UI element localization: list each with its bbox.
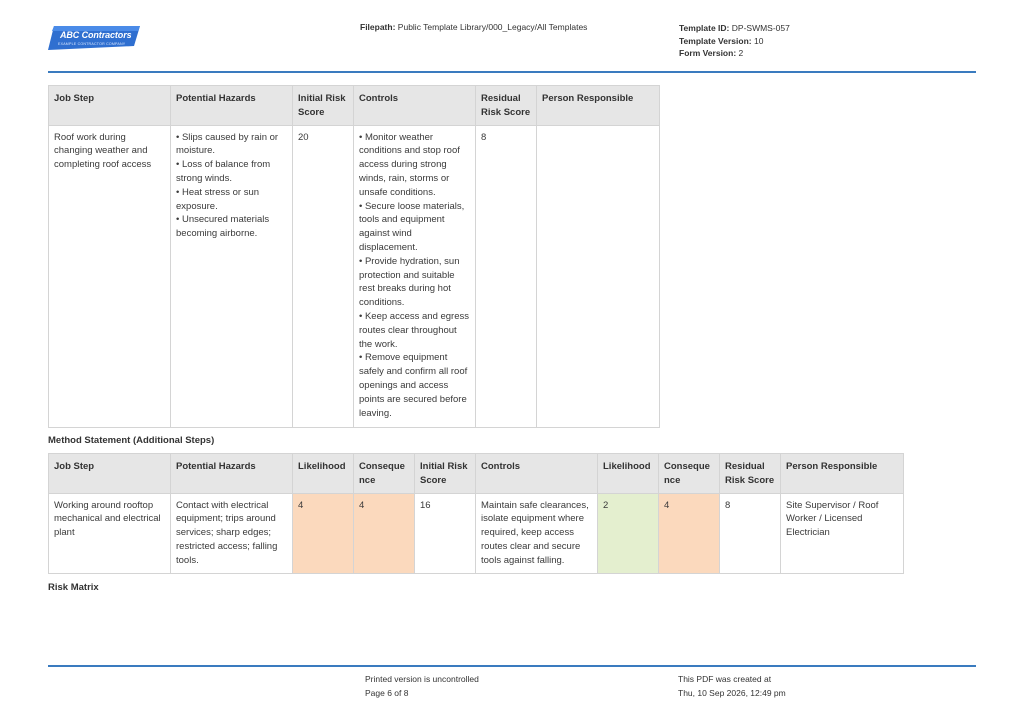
template-id-value: DP-SWMS-057: [731, 23, 790, 33]
template-id-label: Template ID:: [679, 23, 730, 33]
likelihood-cell: 4: [293, 493, 354, 573]
created-timestamp: Thu, 10 Sep 2026, 12:49 pm: [678, 687, 786, 698]
logo-name: ABC Contractors: [60, 30, 132, 40]
template-version-label: Template Version:: [679, 35, 752, 46]
person-responsible-cell: Site Supervisor / Roof Worker / Licensed Electrician: [781, 493, 904, 573]
col-likelihood: Likelihood: [293, 454, 354, 494]
col-consequence: Consequence: [354, 454, 415, 494]
col-residual-risk: Residual Risk Score: [476, 86, 537, 126]
footer-left: [365, 673, 479, 700]
hazard-item: • Heat stress or sun exposure.: [176, 186, 260, 212]
person-responsible-cell: [537, 125, 660, 427]
swms-table: [48, 85, 660, 428]
controls-cell: [354, 125, 476, 427]
initial-risk-cell: 20: [293, 125, 354, 427]
table-row: [49, 125, 660, 427]
control-item: • Remove equipment safely and confirm all roof openings and access points are secured before leaving.: [359, 352, 468, 419]
table-header-row: [49, 454, 904, 494]
page-number: Page 6 of 8: [365, 687, 409, 698]
template-meta: [679, 22, 790, 60]
control-item: • Secure loose materials, tools and equipment against wind displacement.: [359, 200, 465, 253]
job-step-cell: Roof work during changing weather and completing roof access: [49, 125, 171, 427]
controls-cell: Maintain safe clearances, isolate equipment where required, keep access routes clear and secure tools against falling.: [476, 493, 598, 573]
hazards-cell: [171, 125, 293, 427]
col-residual-consequence: Consequence: [659, 454, 720, 494]
method-statement-table: [48, 453, 904, 574]
col-job-step: Job Step: [49, 454, 171, 494]
col-potential-hazards: Potential Hazards: [171, 454, 293, 494]
uncontrolled-note: Printed version is uncontrolled: [365, 674, 479, 684]
form-version-label: Form Version:: [679, 48, 737, 58]
col-potential-hazards: Potential Hazards: [171, 86, 293, 126]
residual-risk-cell: 8: [476, 125, 537, 427]
col-residual-likelihood: Likelihood: [598, 454, 659, 494]
control-item: • Monitor weather conditions and stop roof access during strong winds, rain, storms or unsafe conditions.: [359, 131, 460, 198]
method-statement-title: Method Statement (Additional Steps): [48, 435, 215, 446]
table-row: [49, 493, 904, 573]
filepath-value: Public Template Library/000_Legacy/All Templates: [397, 22, 588, 32]
page-header: [48, 18, 976, 72]
job-step-cell: Working around rooftop mechanical and electrical plant: [49, 493, 171, 573]
consequence-cell: 4: [354, 493, 415, 573]
table-header-row: [49, 86, 660, 126]
template-version-value: 10: [753, 35, 764, 46]
hazard-item: • Slips caused by rain or moisture.: [176, 131, 279, 157]
form-version-value: 2: [738, 48, 744, 58]
residual-risk-cell: 8: [720, 493, 781, 573]
col-controls: Controls: [476, 454, 598, 494]
col-initial-risk: Initial Risk Score: [293, 86, 354, 126]
hazard-item: • Loss of balance from strong winds.: [176, 159, 271, 184]
col-controls: Controls: [354, 86, 476, 126]
footer-right: [678, 673, 786, 700]
logo-tagline: EXAMPLE CONTRACTOR COMPANY: [58, 42, 126, 46]
created-label: This PDF was created at: [678, 674, 772, 684]
header-divider: [48, 71, 976, 73]
control-item: • Keep access and egress routes clear throughout the work.: [359, 310, 470, 350]
col-initial-risk: Initial Risk Score: [415, 454, 476, 494]
residual-consequence-cell: 4: [659, 493, 720, 573]
filepath-label: Filepath:: [360, 22, 396, 32]
hazard-item: • Unsecured materials becoming airborne.: [176, 214, 270, 240]
initial-risk-cell: 16: [415, 493, 476, 573]
company-logo: [48, 26, 140, 52]
col-person-responsible: Person Responsible: [781, 454, 904, 494]
control-item: • Provide hydration, sun protection and suitable rest breaks during hot conditions.: [359, 255, 460, 309]
residual-likelihood-cell: 2: [598, 493, 659, 573]
filepath: [360, 22, 587, 32]
risk-matrix-title: Risk Matrix: [48, 582, 99, 593]
hazards-cell: Contact with electrical equipment; trips around services; sharp edges; restricted access; falling tools.: [171, 493, 293, 573]
footer-divider: [48, 665, 976, 667]
col-job-step: Job Step: [49, 86, 171, 126]
col-person-responsible: Person Responsible: [537, 86, 660, 126]
col-residual-risk: Residual Risk Score: [720, 454, 781, 494]
